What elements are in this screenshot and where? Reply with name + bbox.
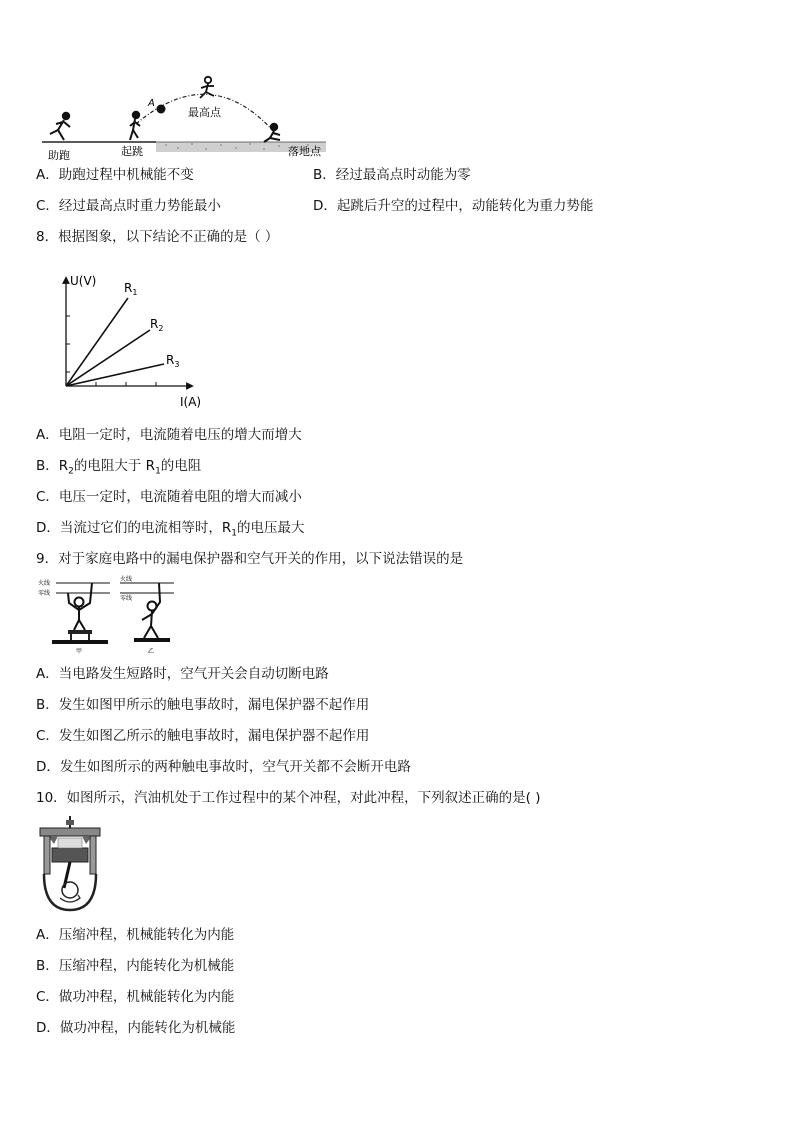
q8-option-a[interactable]: A．电阻一定时，电流随着电压的增大而增大 <box>36 427 302 443</box>
q8-stem: 8．根据图象，以下结论不正确的是（ ） <box>36 229 279 245</box>
jumper-landing-figure <box>264 124 280 142</box>
label-jump: 起跳 <box>121 145 143 158</box>
line-r1 <box>66 298 128 386</box>
q7-option-b[interactable]: B．经过最高点时动能为零 <box>313 167 471 183</box>
q7-option-c[interactable]: C．经过最高点时重力势能最小 <box>36 198 221 214</box>
q8-option-b[interactable]: B．$R_2$的电阻大于 $R_1$的电阻 <box>36 458 202 477</box>
jumper-takeoff-figure <box>130 112 140 140</box>
label-land: 落地点 <box>288 145 321 158</box>
point-a-marker <box>157 105 166 114</box>
q10-option-d[interactable]: D．做功冲程，内能转化为机械能 <box>36 1020 236 1036</box>
runner-figure <box>50 113 70 140</box>
q10-option-c[interactable]: C．做功冲程，机械能转化为内能 <box>36 989 235 1005</box>
q7-option-a[interactable]: A．助跑过程中机械能不变 <box>36 167 194 183</box>
q9-option-b[interactable]: B．发生如图甲所示的触电事故时，漏电保护器不起作用 <box>36 697 370 713</box>
y-axis-label: U(V) <box>70 274 97 288</box>
q10-option-a[interactable]: A．压缩冲程，机械能转化为内能 <box>36 927 235 943</box>
label-run: 助跑 <box>48 149 70 162</box>
x-axis-label: I(A) <box>180 395 202 409</box>
q8-option-c[interactable]: C．电压一定时，电流随着电阻的增大而减小 <box>36 489 302 505</box>
line-r2 <box>66 330 150 386</box>
q10-stem: 10．如图所示，汽油机处于工作过程中的某个冲程，对此冲程，下列叙述正确的是( ) <box>36 790 541 806</box>
q8-option-d[interactable]: D．当流过它们的电流相等时，$R_1$的电压最大 <box>36 520 305 539</box>
r3-label: $R_3$ <box>166 353 180 369</box>
engine-cylinder-figure <box>36 814 106 914</box>
r1-label: $R_1$ <box>124 281 138 297</box>
electric-shock-figure <box>38 574 178 656</box>
yi-neutral-label: 零线 <box>120 595 133 602</box>
yi-live-label: 火线 <box>120 576 133 583</box>
label-yi: 乙 <box>148 648 155 655</box>
jia-neutral-label: 零线 <box>38 590 51 597</box>
q9-option-c[interactable]: C．发生如图乙所示的触电事故时，漏电保护器不起作用 <box>36 728 370 744</box>
q9-stem: 9．对于家庭电路中的漏电保护器和空气开关的作用，以下说法错误的是 <box>36 551 464 567</box>
q7-option-d[interactable]: D．起跳后升空的过程中，动能转化为重力势能 <box>313 198 594 214</box>
label-jia: 甲 <box>76 648 83 655</box>
label-top: 最高点 <box>188 106 221 119</box>
q9-option-a[interactable]: A．当电路发生短路时，空气开关会自动切断电路 <box>36 666 329 682</box>
r2-label: $R_2$ <box>150 317 164 333</box>
q9-option-d[interactable]: D．发生如图所示的两种触电事故时，空气开关都不会断开电路 <box>36 759 411 775</box>
ui-graph-figure <box>40 268 215 413</box>
point-a-label: A <box>148 98 155 109</box>
line-r3 <box>66 364 164 386</box>
jia-live-label: 火线 <box>38 580 51 587</box>
q10-option-b[interactable]: B．压缩冲程，内能转化为机械能 <box>36 958 235 974</box>
long-jump-figure <box>36 72 336 162</box>
